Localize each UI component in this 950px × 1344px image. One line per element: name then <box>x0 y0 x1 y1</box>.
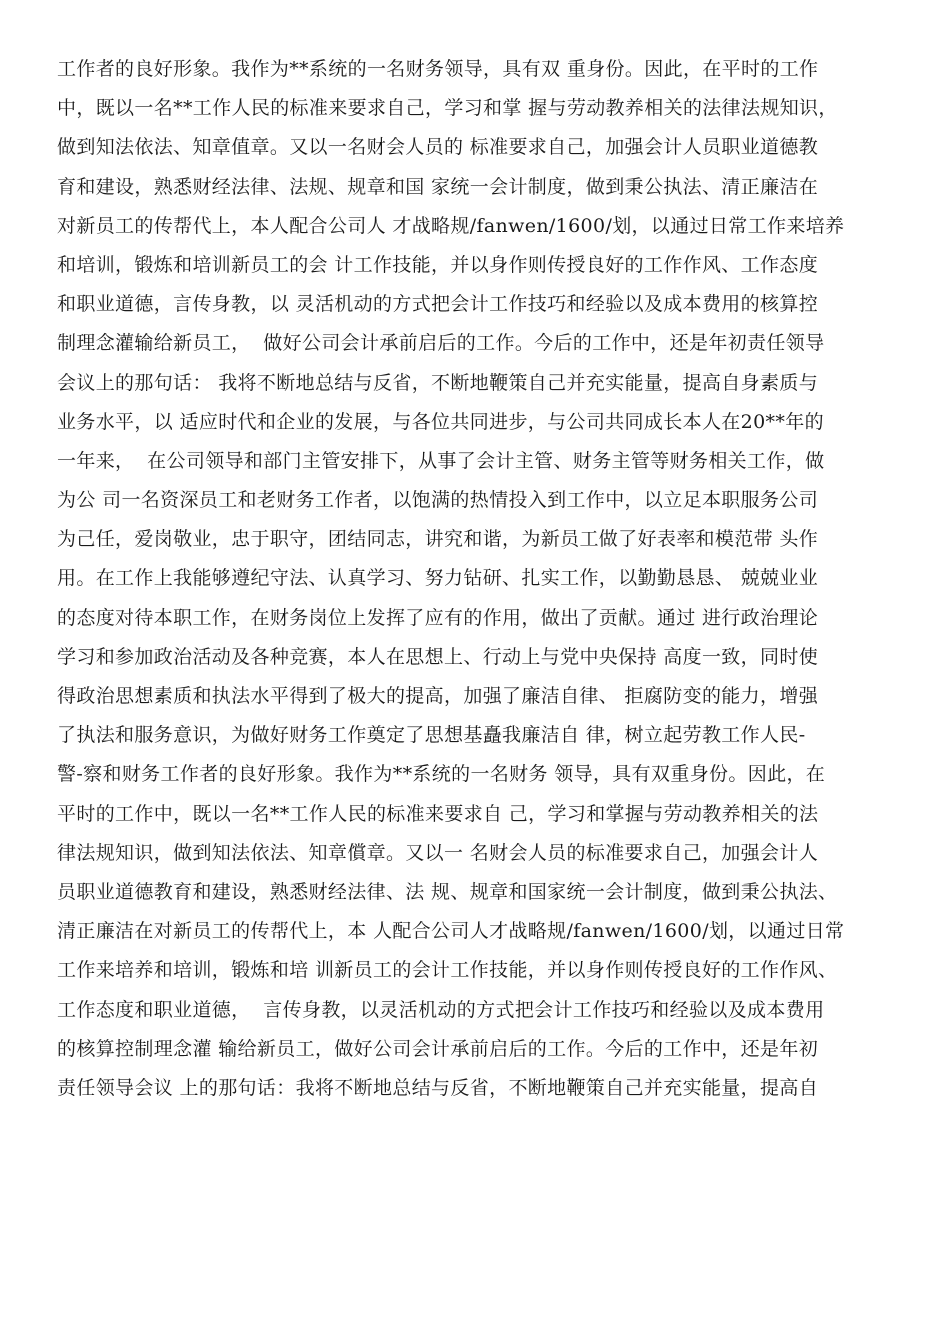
text-line: 工作来培养和培训，锻炼和培 训新员工的会计工作技能，并以身作则传授良好的工作作风、 <box>57 959 838 982</box>
text-line: 用。在工作上我能够遵纪守法、认真学习、努力钻研、扎实工作，以勤勤恳恳、 兢兢业业 <box>57 567 819 590</box>
text-line: 一年来， 在公司领导和部门主管安排下，从事了会计主管、财务主管等财务相关工作，做 <box>57 449 825 472</box>
text-line: 警-察和财务工作者的良好形象。我作为**系统的一名财务 领导，具有双重身份。因此，在 <box>57 763 826 786</box>
text-line: 员职业道德教育和建设，熟悉财经法律、法 规、规章和国家统一会计制度，做到秉公执法、 <box>57 880 838 903</box>
text-line: 为己任，爱岗敬业，忠于职守，团结同志，讲究和谐，为新员工做了好表率和模范带 头作 <box>57 528 819 551</box>
text-line: 和培训，锻炼和培训新员工的会 计工作技能，并以身作则传授良好的工作作风、工作态度 <box>57 253 819 276</box>
text-line: 平时的工作中，既以一名**工作人民的标准来要求自 己，学习和掌握与劳动教养相关的法 <box>57 802 819 825</box>
text-line: 和职业道德，言传身教，以 灵活机动的方式把会计工作技巧和经验以及成本费用的核算控 <box>57 293 819 316</box>
text-line: 了执法和服务意识，为做好财务工作奠定了思想基矗我廉洁自 律，树立起劳教工作人民- <box>57 724 806 747</box>
body-text <box>57 50 907 1108</box>
text-line: 对新员工的传帮代上，本人配合公司人 才战略规/fanwen/1600/划，以通过日常工作来培养 <box>57 214 845 237</box>
text-line: 得政治思想素质和执法水平得到了极大的提高，加强了廉洁自律、 拒腐防变的能力，增强 <box>57 685 819 707</box>
text-line: 责任领导会议 上的那句话：我将不断地总结与反省，不断地鞭策自己并充实能量，提高自 <box>57 1076 819 1099</box>
text-line: 做到知法依法、知章值章。又以一名财会人员的 标准要求自己，加强会计人员职业道德教 <box>57 136 819 159</box>
text-line: 工作者的良好形象。我作为**系统的一名财务领导，具有双 重身份。因此，在平时的工作 <box>57 58 819 80</box>
text-line: 制理念灌输给新员工， 做好公司会计承前启后的工作。今后的工作中，还是年初责任领导 <box>57 332 825 355</box>
text-line: 中，既以一名**工作人民的标准来要求自己，学习和掌 握与劳动教养相关的法律法规知识， <box>57 97 838 120</box>
text-line: 工作态度和职业道德， 言传身教，以灵活机动的方式把会计工作技巧和经验以及成本费用 <box>57 998 825 1021</box>
text-line: 的态度对待本职工作，在财务岗位上发挥了应有的作用，做出了贡献。通过 进行政治理论 <box>57 606 819 629</box>
text-line: 会议上的那句话： 我将不断地总结与反省，不断地鞭策自己并充实能量，提高自身素质与 <box>57 371 819 394</box>
text-line: 学习和参加政治活动及各种竞赛，本人在思想上、行动上与党中央保持 高度一致，同时使 <box>57 645 819 668</box>
text-line: 的核算控制理念灌 输给新员工，做好公司会计承前启后的工作。今后的工作中，还是年初 <box>57 1037 819 1060</box>
text-line: 清正廉洁在对新员工的传帮代上，本 人配合公司人才战略规/fanwen/1600/划，以通过日常 <box>57 920 845 943</box>
text-line: 业务水平，以 适应时代和企业的发展，与各位共同进步，与公司共同成长本人在20**年的 <box>57 410 824 433</box>
text-line: 为公 司一名资深员工和老财务工作者，以饱满的热情投入到工作中，以立足本职服务公司 <box>57 489 819 512</box>
text-line: 育和建设，熟悉财经法律、法规、规章和国 家统一会计制度，做到秉公执法、清正廉洁在 <box>57 175 819 198</box>
text-line: 律法规知识，做到知法依法、知章償章。又以一 名财会人员的标准要求自己，加强会计人 <box>57 841 819 864</box>
